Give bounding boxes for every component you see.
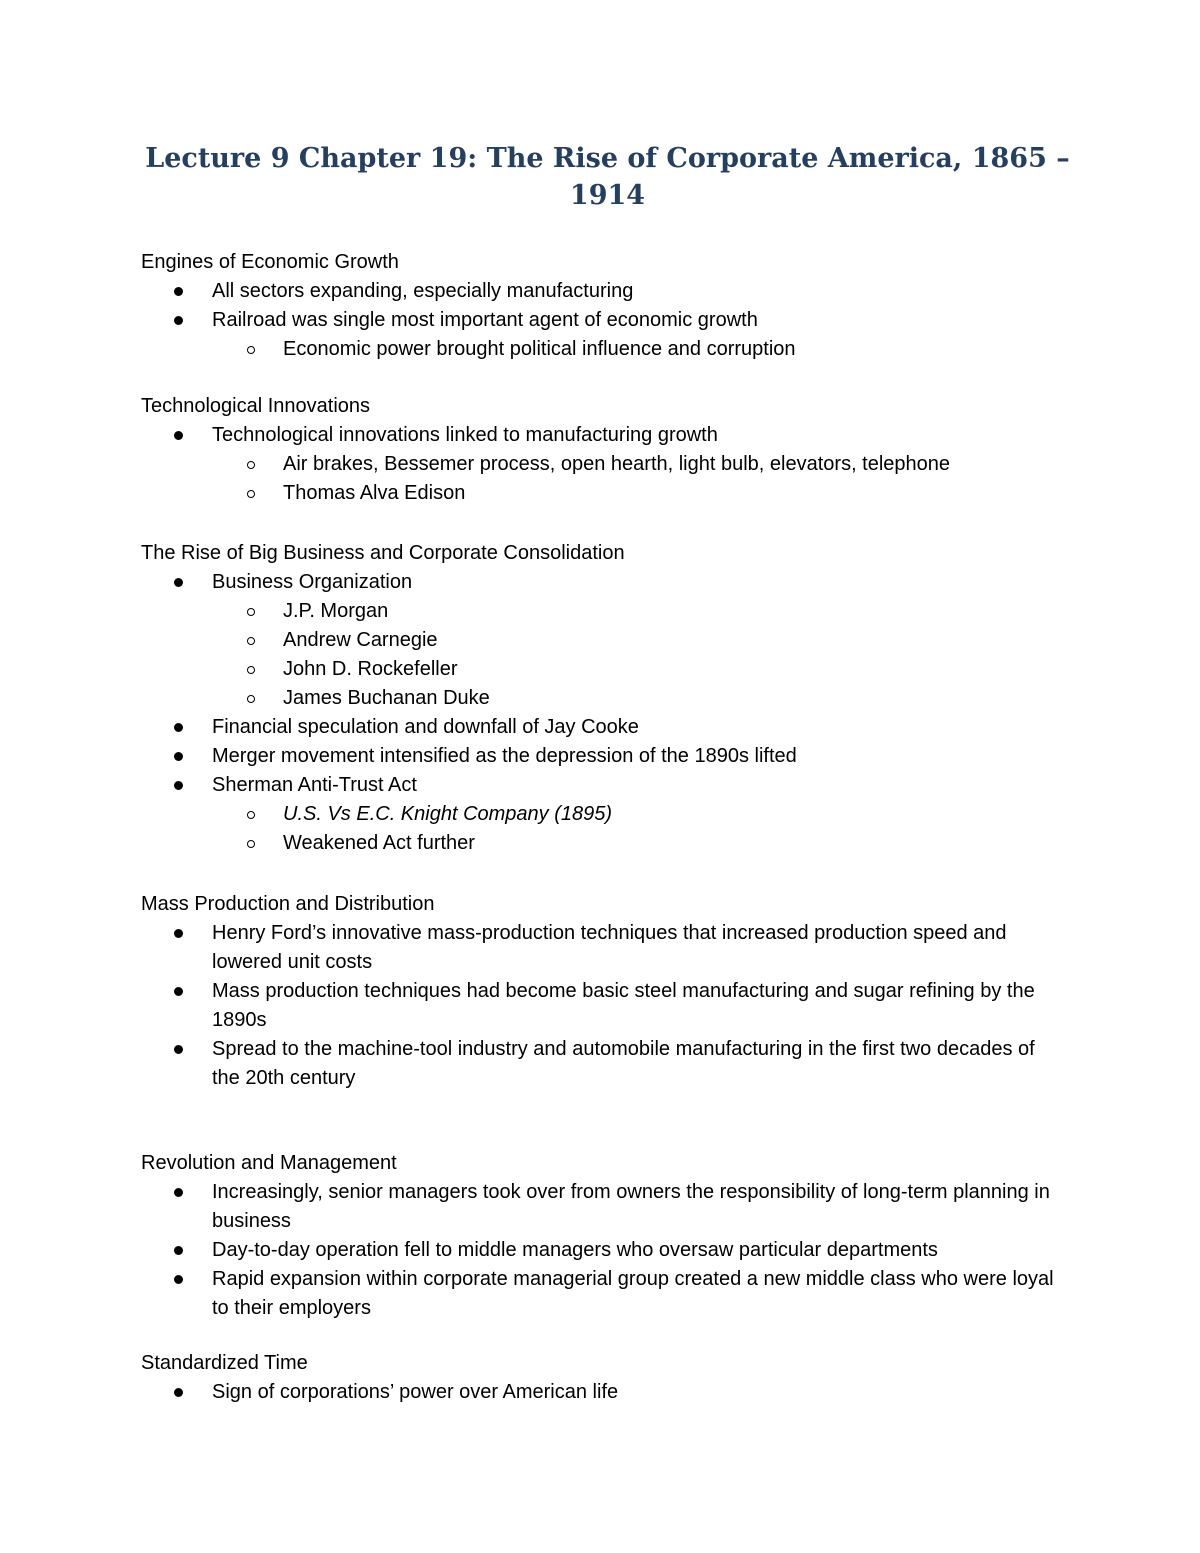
bullet-text: John D. Rockefeller <box>283 658 458 680</box>
bullet-text: Economic power brought political influence and corruption <box>283 338 796 360</box>
sub-bullet-item <box>141 626 1061 655</box>
bullet-item <box>141 977 1061 1035</box>
bullet-dot-icon <box>174 752 183 761</box>
bullet-item <box>141 1035 1061 1093</box>
bullet-text: Sign of corporations’ power over American life <box>212 1381 619 1403</box>
section-heading: The Rise of Big Business and Corporate Consolidation <box>141 542 625 564</box>
bullet-text: J.P. Morgan <box>283 600 389 622</box>
bullet-text: Merger movement intensified as the depression of the 1890s lifted <box>212 745 797 767</box>
section-heading: Mass Production and Distribution <box>141 893 435 915</box>
bullet-dot-icon <box>174 1388 183 1397</box>
section <box>141 539 1061 858</box>
bullet-item <box>141 1178 1061 1236</box>
section <box>141 248 1061 364</box>
bullet-text: Henry Ford’s innovative mass-production techniques that increased production speed and lowered unit costs <box>212 922 1007 973</box>
bullet-dot-icon <box>174 316 183 325</box>
bullet-text: Mass production techniques had become basic steel manufacturing and sugar refining by the 1890s <box>212 980 1035 1031</box>
bullet-text: Railroad was single most important agent of economic growth <box>212 309 758 331</box>
bullet-text: All sectors expanding, especially manufacturing <box>212 280 634 302</box>
section-heading: Technological Innovations <box>141 395 371 417</box>
bullet-dot-icon <box>174 1275 183 1284</box>
sub-bullet-item <box>141 597 1061 626</box>
bullet-text: Technological innovations linked to manufacturing growth <box>212 424 718 446</box>
section <box>141 1349 1061 1407</box>
bullet-text: Thomas Alva Edison <box>283 482 466 504</box>
bullet-circle-icon <box>247 666 255 674</box>
sub-bullet-item <box>141 655 1061 684</box>
bullet-text: Business Organization <box>212 571 413 593</box>
bullet-text: Weakened Act further <box>283 832 475 854</box>
bullet-item <box>141 1378 1061 1407</box>
sub-bullet-item <box>141 479 1061 508</box>
bullet-item <box>141 568 1061 597</box>
bullet-item <box>141 1265 1061 1323</box>
section-heading: Engines of Economic Growth <box>141 251 399 273</box>
bullet-circle-icon <box>247 608 255 616</box>
bullet-item <box>141 919 1061 977</box>
section <box>141 890 1061 1093</box>
sub-bullet-item <box>141 684 1061 713</box>
bullet-dot-icon <box>174 987 183 996</box>
bullet-item <box>141 771 1061 800</box>
bullet-item <box>141 306 1061 335</box>
sub-bullet-item <box>141 829 1061 858</box>
section-heading: Standardized Time <box>141 1352 308 1374</box>
bullet-dot-icon <box>174 781 183 790</box>
bullet-circle-icon <box>247 637 255 645</box>
bullet-item <box>141 421 1061 450</box>
bullet-text: Day-to-day operation fell to middle managers who oversaw particular departments <box>212 1239 938 1261</box>
bullet-text: James Buchanan Duke <box>283 687 490 709</box>
bullet-text: Financial speculation and downfall of Jay Cooke <box>212 716 639 738</box>
bullet-circle-icon <box>247 695 255 703</box>
bullet-dot-icon <box>174 431 183 440</box>
bullet-circle-icon <box>247 840 255 848</box>
bullet-item <box>141 713 1061 742</box>
bullet-dot-icon <box>174 723 183 732</box>
bullet-dot-icon <box>174 578 183 587</box>
bullet-dot-icon <box>174 1246 183 1255</box>
bullet-circle-icon <box>247 346 255 354</box>
bullet-text: Andrew Carnegie <box>283 629 438 651</box>
bullet-item <box>141 742 1061 771</box>
bullet-text: U.S. Vs E.C. Knight Company (1895) <box>283 803 613 825</box>
bullet-dot-icon <box>174 1188 183 1197</box>
bullet-text: Sherman Anti-Trust Act <box>212 774 417 796</box>
bullet-dot-icon <box>174 287 183 296</box>
bullet-text: Air brakes, Bessemer process, open hearth, light bulb, elevators, telephone <box>283 453 951 475</box>
bullet-text: Increasingly, senior managers took over from owners the responsibility of long-term planning in business <box>212 1181 1050 1232</box>
bullet-circle-icon <box>247 490 255 498</box>
sub-bullet-item <box>141 450 1061 479</box>
section <box>141 1149 1061 1323</box>
bullet-text: Rapid expansion within corporate managerial group created a new middle class who were loyal to their employers <box>212 1268 1054 1319</box>
bullet-circle-icon <box>247 461 255 469</box>
bullet-dot-icon <box>174 929 183 938</box>
sub-bullet-item <box>141 800 1061 829</box>
section-heading: Revolution and Management <box>141 1152 397 1174</box>
bullet-text: Spread to the machine-tool industry and automobile manufacturing in the first two decades of the 20th century <box>212 1038 1035 1089</box>
bullet-circle-icon <box>247 811 255 819</box>
bullet-item <box>141 1236 1061 1265</box>
sub-bullet-item <box>141 335 1061 364</box>
section <box>141 392 1061 508</box>
bullet-item <box>141 277 1061 306</box>
document-title: Lecture 9 Chapter 19: The Rise of Corporate America, 1865 – 1914 <box>145 143 1070 211</box>
bullet-dot-icon <box>174 1045 183 1054</box>
